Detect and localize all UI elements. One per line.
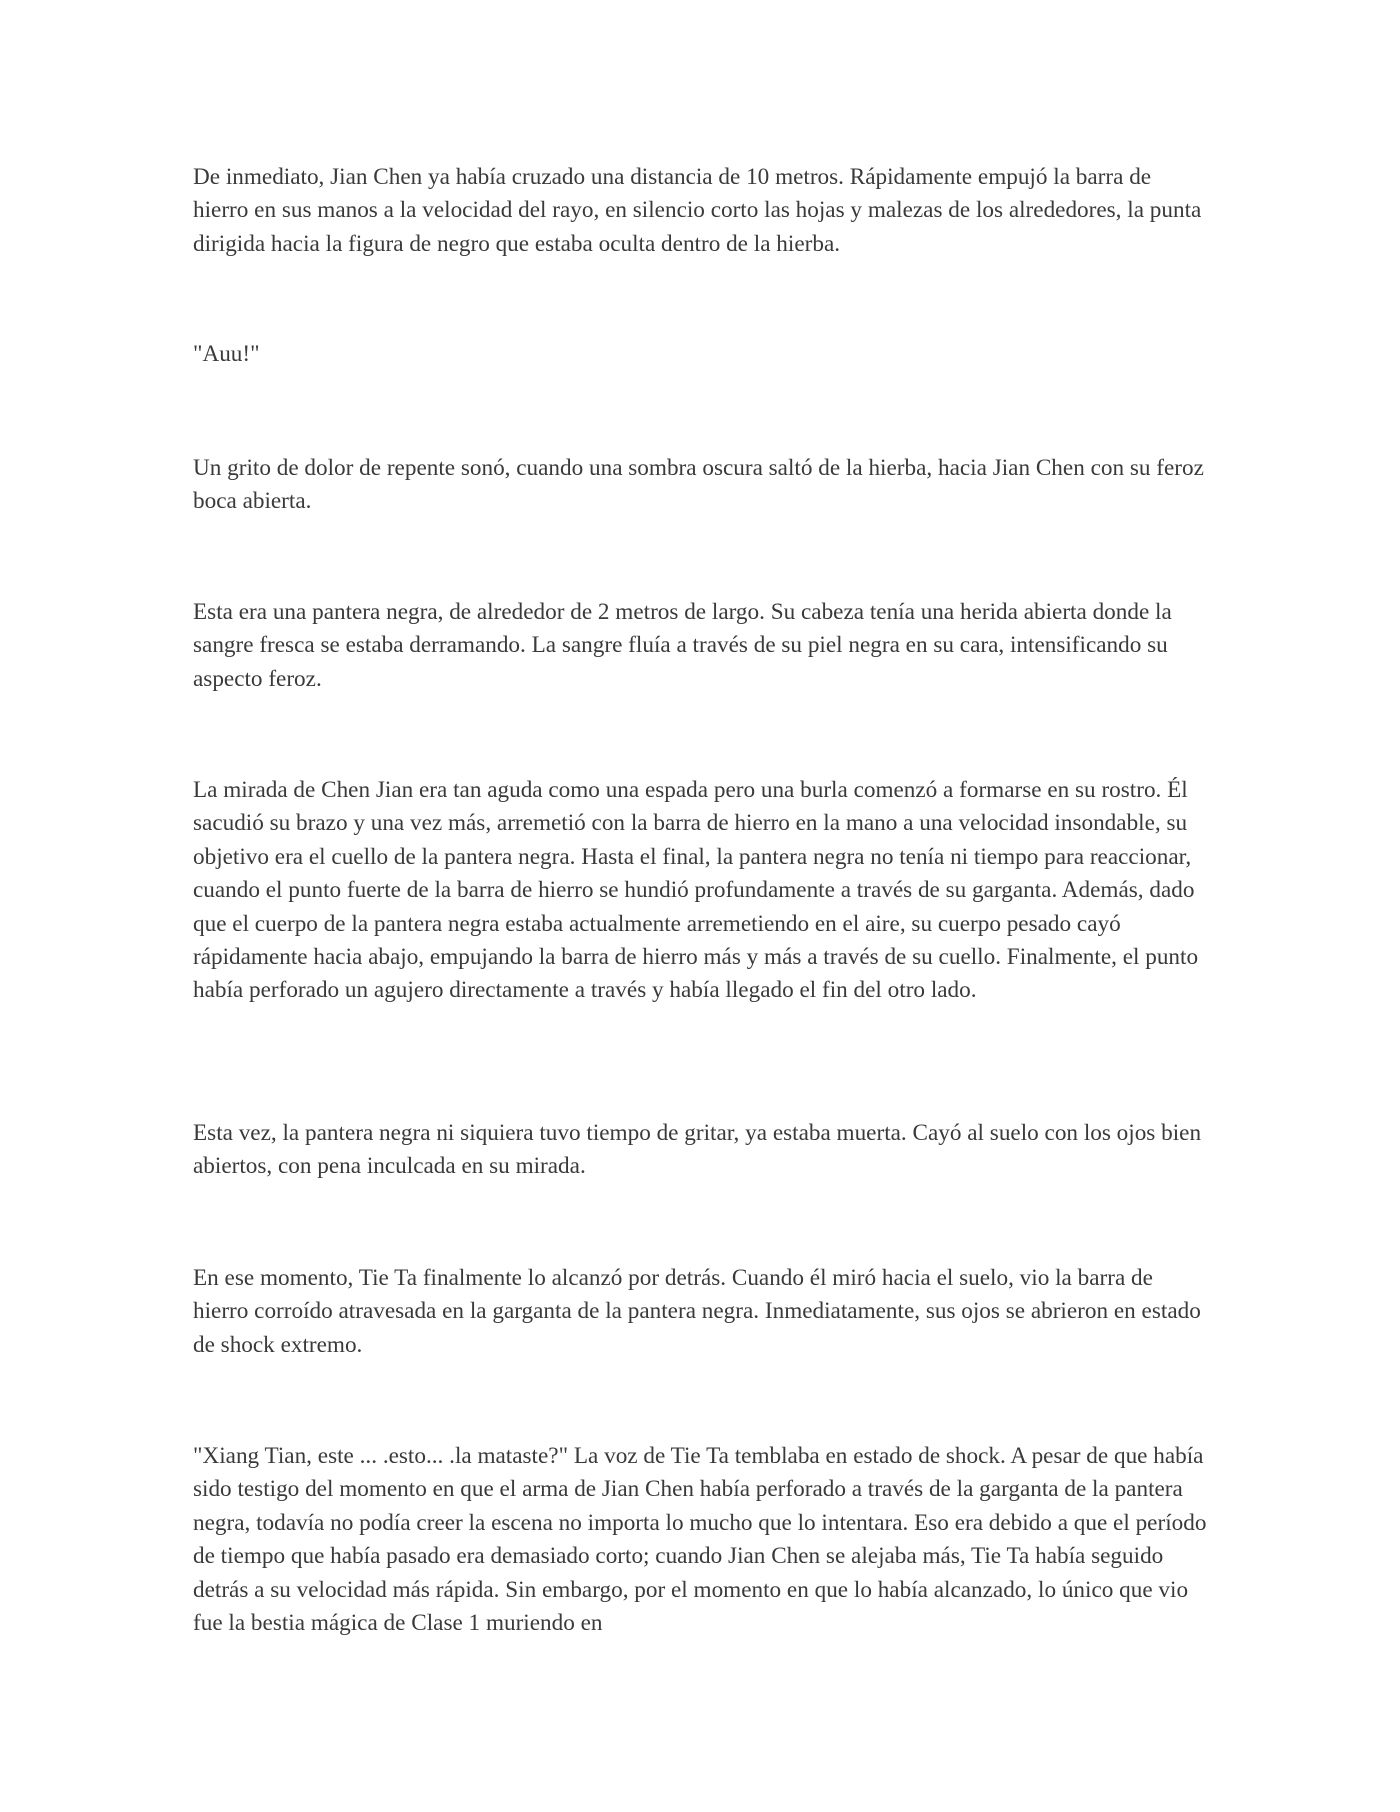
paragraph: La mirada de Chen Jian era tan aguda como una espada pero una burla comenzó a formarse en su rostro. Él sacudió su brazo y una vez más, arremetió con la barra de hierro en la mano a una velocidad insondable, su objetivo era el cuello de la pantera negra. Hasta el final, la pantera negra no tenía ni tiempo para reaccionar, cuando el punto fuerte de la barra de hierro se hundió profundamente a través de su garganta. Además, dado que el cuerpo de la pantera negra estaba actualmente arremetiendo en el aire, su cuerpo pesado cayó rápidamente hacia abajo, empujando la barra de hierro más y más a través de su cuello. Finalmente, el punto había perforado un agujero directamente a través y había llegado el fin del otro lado. xyxy=(193,777,1199,1004)
paragraph: "Xiang Tian, este ... .esto... .la mataste?" La voz de Tie Ta temblaba en estado de shock. A pesar de que había sido testigo del momento en que el arma de Jian Chen había perforado a través de la garganta de la pantera negra, todavía no podía creer la escena no importa lo mucho que lo intentara. Eso era debido a que el período de tiempo que había pasado era demasiado corto; cuando Jian Chen se alejaba más, Tie Ta había seguido detrás a su velocidad más rápida. Sin embargo, por el momento en que lo había alcanzado, lo único que vio fue la bestia mágica de Clase 1 muriendo en xyxy=(193,1443,1207,1637)
paragraph: Un grito de dolor de repente sonó, cuando una sombra oscura saltó de la hierba, hacia Jian Chen con su feroz boca abierta. xyxy=(193,455,1204,515)
paragraph: "Auu!" xyxy=(193,341,260,367)
paragraph: En ese momento, Tie Ta finalmente lo alcanzó por detrás. Cuando él miró hacia el suelo, vio la barra de hierro corroído atravesada en la garganta de la pantera negra. Inmediatamente, sus ojos se abrieron en estado de shock extremo. xyxy=(193,1265,1201,1358)
paragraph: De inmediato, Jian Chen ya había cruzado una distancia de 10 metros. Rápidamente empujó la barra de hierro en sus manos a la velocidad del rayo, en silencio corto las hojas y malezas de los alrededores, la punta dirigida hacia la figura de negro que estaba oculta dentro de la hierba. xyxy=(193,164,1202,257)
paragraph: Esta era una pantera negra, de alrededor de 2 metros de largo. Su cabeza tenía una herida abierta donde la sangre fresca se estaba derramando. La sangre fluía a través de su piel negra en su cara, intensificando su aspecto feroz. xyxy=(193,599,1172,692)
paragraph: Esta vez, la pantera negra ni siquiera tuvo tiempo de gritar, ya estaba muerta. Cayó al suelo con los ojos bien abiertos, con pena inculcada en su mirada. xyxy=(193,1120,1202,1180)
